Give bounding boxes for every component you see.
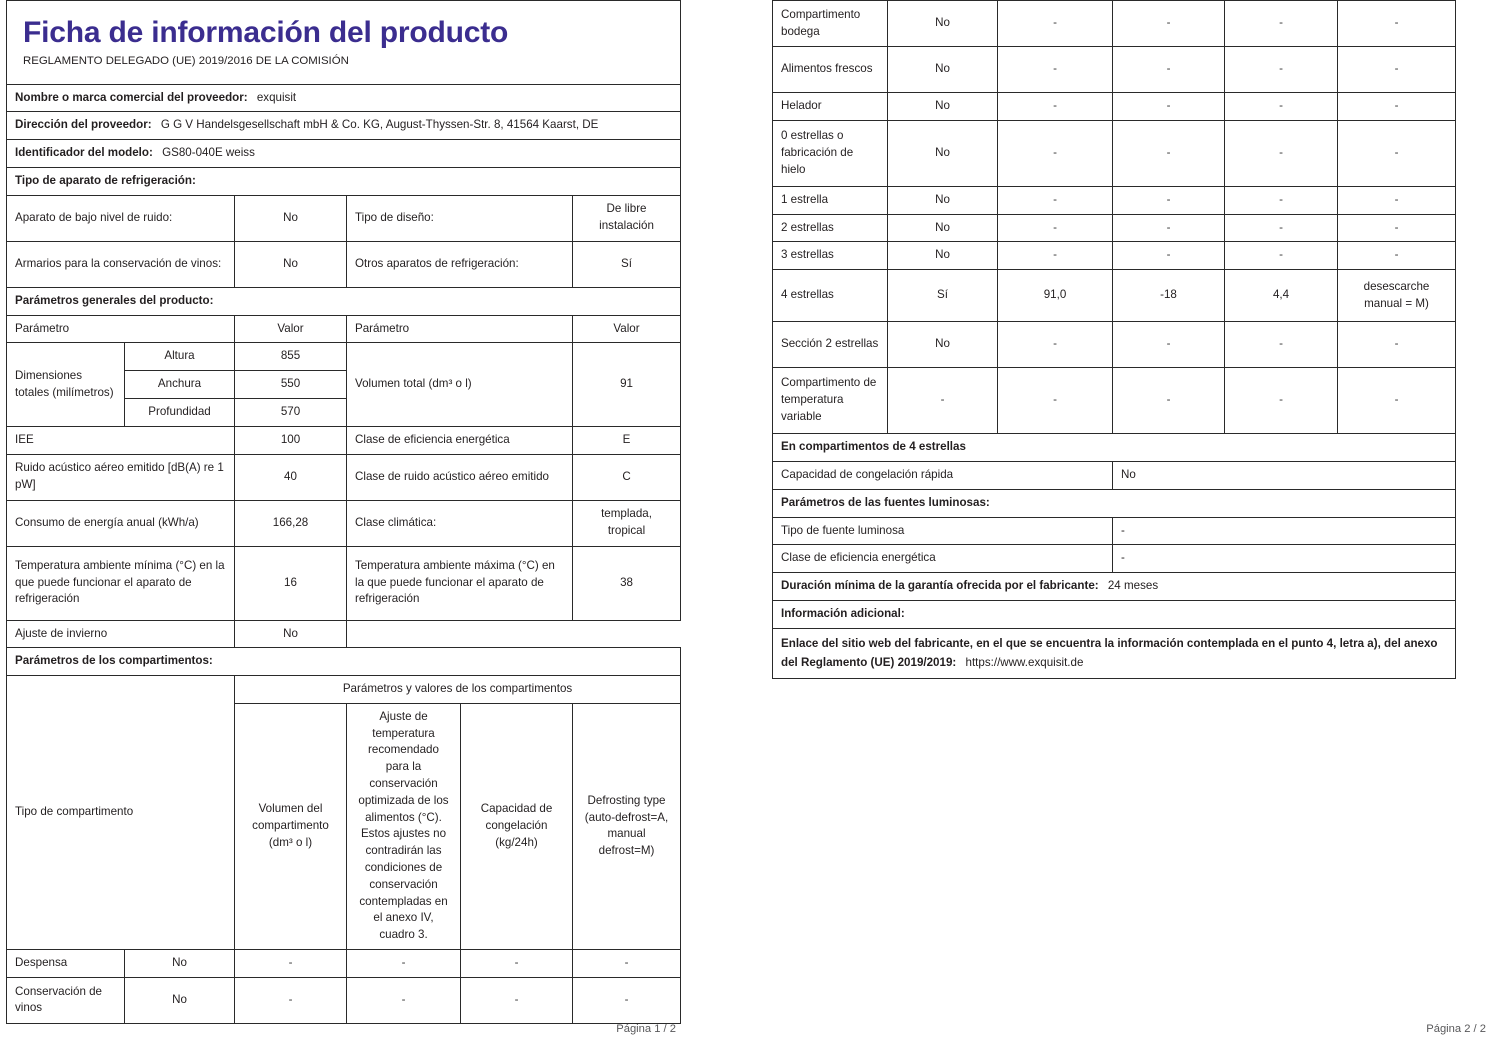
col-parameter-1: Parámetro — [7, 315, 235, 343]
width-label: Anchura — [125, 371, 235, 399]
supplier-address-label: Dirección del proveedor: — [15, 118, 152, 132]
compartment-defrost: - — [1338, 93, 1456, 121]
compartment-volume: - — [235, 950, 347, 978]
annual-energy-row — [7, 500, 681, 546]
table-row — [773, 368, 1456, 434]
climate-class-label: Clase climática: — [347, 500, 573, 546]
iee-label: IEE — [7, 426, 235, 454]
compartment-temp: - — [1113, 368, 1225, 434]
table-row — [7, 950, 681, 978]
compartment-name: 3 estrellas — [773, 242, 888, 270]
light-source-type-label: Tipo de fuente luminosa — [773, 517, 1113, 545]
four-star-section-row — [773, 434, 1456, 462]
general-parameters-header-row — [7, 315, 681, 343]
total-volume-value: 91 — [573, 343, 681, 426]
low-noise-label: Aparato de bajo nivel de ruido: — [7, 195, 235, 241]
compartment-present: No — [888, 186, 998, 214]
table-row — [773, 93, 1456, 121]
low-noise-row — [7, 195, 681, 241]
compartment-temp: -18 — [1113, 270, 1225, 322]
compartment-defrost: - — [1338, 242, 1456, 270]
noise-class-value: C — [573, 454, 681, 500]
page-subtitle: REGLAMENTO DELEGADO (UE) 2019/2016 DE LA COMISIÓN — [23, 55, 349, 67]
compartment-present: No — [888, 214, 998, 242]
compartment-temp: - — [1113, 120, 1225, 186]
fast-freeze-row — [773, 461, 1456, 489]
width-value: 550 — [235, 371, 347, 399]
other-appliances-value: Sí — [573, 241, 681, 287]
model-row — [7, 140, 681, 168]
max-temp-value: 38 — [573, 546, 681, 620]
supplier-brand-label: Nombre o marca comercial del proveedor: — [15, 90, 248, 104]
total-volume-label: Volumen total (dm³ o l) — [347, 343, 573, 426]
col-compartment-temp: Ajuste de temperatura recomendado para la conservación optimizada de los alimentos (°C). Estos ajustes no contradirán las condiciones de conservación contempladas en el anexo IV, cuadro 3. — [347, 703, 461, 949]
compartment-name: Alimentos frescos — [773, 47, 888, 93]
compartment-temp: - — [1113, 322, 1225, 368]
compartment-name: 4 estrellas — [773, 270, 888, 322]
supplier-address-row — [7, 112, 681, 140]
annual-energy-label: Consumo de energía anual (kWh/a) — [7, 500, 235, 546]
compartment-volume: - — [998, 214, 1113, 242]
depth-value: 570 — [235, 398, 347, 426]
compartment-temp: - — [1113, 93, 1225, 121]
noise-value: 40 — [235, 454, 347, 500]
winter-setting-value: No — [235, 620, 347, 648]
wine-storage-row — [7, 241, 681, 287]
page-2-table — [772, 0, 1456, 679]
light-source-type-value: - — [1113, 517, 1456, 545]
noise-row — [7, 454, 681, 500]
general-parameters-section-label: Parámetros generales del producto: — [7, 287, 681, 315]
compartment-name: Sección 2 estrellas — [773, 322, 888, 368]
min-temp-value: 16 — [235, 546, 347, 620]
compartments-group-header: Parámetros y valores de los compartimentos — [235, 676, 681, 704]
noise-class-label: Clase de ruido acústico aéreo emitido — [347, 454, 573, 500]
design-type-label: Tipo de diseño: — [347, 195, 573, 241]
fast-freeze-value: No — [1113, 461, 1456, 489]
compartment-temp: - — [1113, 1, 1225, 47]
compartment-temp: - — [1113, 242, 1225, 270]
compartment-present: No — [888, 120, 998, 186]
light-source-type-row — [773, 517, 1456, 545]
energy-class-value: E — [573, 426, 681, 454]
dimensions-height-row — [7, 343, 681, 371]
compartments-section-label: Parámetros de los compartimentos: — [7, 648, 681, 676]
energy-class-label: Clase de eficiencia energética — [347, 426, 573, 454]
compartment-freeze: - — [1225, 120, 1338, 186]
general-parameters-section-row — [7, 287, 681, 315]
additional-info-row — [773, 600, 1456, 628]
compartment-name: 1 estrella — [773, 186, 888, 214]
light-source-class-value: - — [1113, 545, 1456, 573]
compartment-freeze: - — [461, 977, 573, 1023]
light-sources-section-label: Parámetros de las fuentes luminosas: — [773, 489, 1456, 517]
supplier-brand-value: exquisit — [256, 90, 297, 104]
height-label: Altura — [125, 343, 235, 371]
col-value-1: Valor — [235, 315, 347, 343]
title-row — [7, 1, 681, 52]
winter-setting-blank — [347, 620, 681, 648]
manufacturer-link-value[interactable]: https://www.exquisit.de — [965, 656, 1084, 670]
manufacturer-link-label: Enlace del sitio web del fabricante, en el que se encuentra la información contemplada en el punto 4, letra a), del anexo del Reglamento (UE) 2019/2019: — [781, 636, 1438, 670]
compartment-defrost: desescarche manual = M) — [1338, 270, 1456, 322]
compartment-volume: - — [998, 186, 1113, 214]
compartment-volume: - — [998, 322, 1113, 368]
compartment-freeze: - — [1225, 242, 1338, 270]
compartment-name: 2 estrellas — [773, 214, 888, 242]
low-noise-value: No — [235, 195, 347, 241]
light-sources-section-row — [773, 489, 1456, 517]
dimensions-label: Dimensiones totales (milímetros) — [7, 343, 125, 426]
subtitle-row — [7, 51, 681, 84]
compartments-group-header-row — [7, 676, 681, 704]
col-parameter-2: Parámetro — [347, 315, 573, 343]
compartment-freeze: - — [1225, 1, 1338, 47]
winter-setting-label: Ajuste de invierno — [7, 620, 235, 648]
min-temp-label: Temperatura ambiente mínima (°C) en la que puede funcionar el aparato de refrigeración — [7, 546, 235, 620]
compartment-name: Helador — [773, 93, 888, 121]
fast-freeze-label: Capacidad de congelación rápida — [773, 461, 1113, 489]
compartment-freeze: - — [461, 950, 573, 978]
page-2 — [760, 0, 1500, 1049]
compartment-defrost: - — [573, 950, 681, 978]
warranty-value: 24 meses — [1107, 579, 1159, 593]
model-value: GS80-040E weiss — [162, 146, 255, 160]
max-temp-label: Temperatura ambiente máxima (°C) en la que puede funcionar el aparato de refrigeración — [347, 546, 573, 620]
compartment-present: Sí — [888, 270, 998, 322]
light-source-class-label: Clase de eficiencia energética — [773, 545, 1113, 573]
compartment-volume: - — [998, 47, 1113, 93]
compartment-defrost: - — [1338, 120, 1456, 186]
table-row — [773, 186, 1456, 214]
compartment-freeze: - — [1225, 93, 1338, 121]
other-appliances-label: Otros aparatos de refrigeración: — [347, 241, 573, 287]
compartment-present: No — [125, 950, 235, 978]
compartment-defrost: - — [1338, 214, 1456, 242]
compartment-name: Conservación de vinos — [7, 977, 125, 1023]
supplier-address-value: G G V Handelsgesellschaft mbH & Co. KG, August-Thyssen-Str. 8, 41564 Kaarst, DE — [160, 118, 599, 132]
table-row — [773, 120, 1456, 186]
page-1-table — [6, 0, 681, 1024]
compartment-temp: - — [1113, 214, 1225, 242]
compartment-defrost: - — [1338, 47, 1456, 93]
compartment-name: Compartimento bodega — [773, 1, 888, 47]
compartment-temp: - — [1113, 47, 1225, 93]
compartment-defrost: - — [1338, 368, 1456, 434]
table-row — [773, 270, 1456, 322]
compartment-present: No — [888, 242, 998, 270]
supplier-brand-row — [7, 84, 681, 112]
table-row — [773, 1, 1456, 47]
light-source-class-row — [773, 545, 1456, 573]
appliance-type-section-row — [7, 167, 681, 195]
winter-setting-row — [7, 620, 681, 648]
height-value: 855 — [235, 343, 347, 371]
page-1-footer: Página 1 / 2 — [616, 1023, 676, 1035]
compartment-freeze: - — [1225, 186, 1338, 214]
climate-class-value: templada, tropical — [573, 500, 681, 546]
col-value-2: Valor — [573, 315, 681, 343]
compartment-volume: - — [998, 368, 1113, 434]
wine-storage-label: Armarios para la conservación de vinos: — [7, 241, 235, 287]
table-row — [773, 47, 1456, 93]
compartment-volume: - — [998, 93, 1113, 121]
warranty-row — [773, 573, 1456, 601]
col-compartment-defrost: Defrosting type (auto-defrost=A, manual defrost=M) — [573, 703, 681, 949]
wine-storage-value: No — [235, 241, 347, 287]
compartment-volume: - — [998, 242, 1113, 270]
annual-energy-value: 166,28 — [235, 500, 347, 546]
compartment-name: 0 estrellas o fabricación de hielo — [773, 120, 888, 186]
compartment-volume: - — [235, 977, 347, 1023]
compartment-name: Compartimento de temperatura variable — [773, 368, 888, 434]
compartment-present: No — [888, 47, 998, 93]
manufacturer-link-row — [773, 628, 1456, 678]
page-2-footer: Página 2 / 2 — [1426, 1023, 1486, 1035]
table-row — [773, 214, 1456, 242]
col-compartment-freeze: Capacidad de congelación (kg/24h) — [461, 703, 573, 949]
compartment-present: No — [125, 977, 235, 1023]
table-row — [773, 322, 1456, 368]
model-label: Identificador del modelo: — [15, 146, 153, 160]
depth-label: Profundidad — [125, 398, 235, 426]
compartment-name: Despensa — [7, 950, 125, 978]
compartment-present: No — [888, 1, 998, 47]
compartment-freeze: - — [1225, 214, 1338, 242]
warranty-label: Duración mínima de la garantía ofrecida por el fabricante: — [781, 579, 1099, 593]
four-star-section-label: En compartimentos de 4 estrellas — [773, 434, 1456, 462]
appliance-type-section-label: Tipo de aparato de refrigeración: — [7, 167, 681, 195]
compartment-defrost: - — [573, 977, 681, 1023]
ambient-temperature-row — [7, 546, 681, 620]
page-title: Ficha de información del producto — [23, 16, 509, 49]
compartment-defrost: - — [1338, 1, 1456, 47]
compartment-present: No — [888, 93, 998, 121]
compartment-temp: - — [347, 950, 461, 978]
compartment-volume: - — [998, 1, 1113, 47]
col-compartment-volume: Volumen del compartimento (dm³ o l) — [235, 703, 347, 949]
compartment-temp: - — [1113, 186, 1225, 214]
compartment-volume: 91,0 — [998, 270, 1113, 322]
additional-info-label: Información adicional: — [773, 600, 1456, 628]
compartment-defrost: - — [1338, 322, 1456, 368]
noise-label: Ruido acústico aéreo emitido [dB(A) re 1 pW] — [7, 454, 235, 500]
compartment-freeze: - — [1225, 47, 1338, 93]
compartment-present: - — [888, 368, 998, 434]
iee-value: 100 — [235, 426, 347, 454]
compartment-freeze: - — [1225, 322, 1338, 368]
table-row — [7, 977, 681, 1023]
iee-row — [7, 426, 681, 454]
design-type-value: De libre instalación — [573, 195, 681, 241]
table-row — [773, 242, 1456, 270]
compartment-present: No — [888, 322, 998, 368]
compartments-section-row — [7, 648, 681, 676]
compartment-freeze: 4,4 — [1225, 270, 1338, 322]
compartment-freeze: - — [1225, 368, 1338, 434]
compartment-defrost: - — [1338, 186, 1456, 214]
compartment-temp: - — [347, 977, 461, 1023]
compartment-volume: - — [998, 120, 1113, 186]
col-compartment-type: Tipo de compartimento — [7, 676, 235, 950]
